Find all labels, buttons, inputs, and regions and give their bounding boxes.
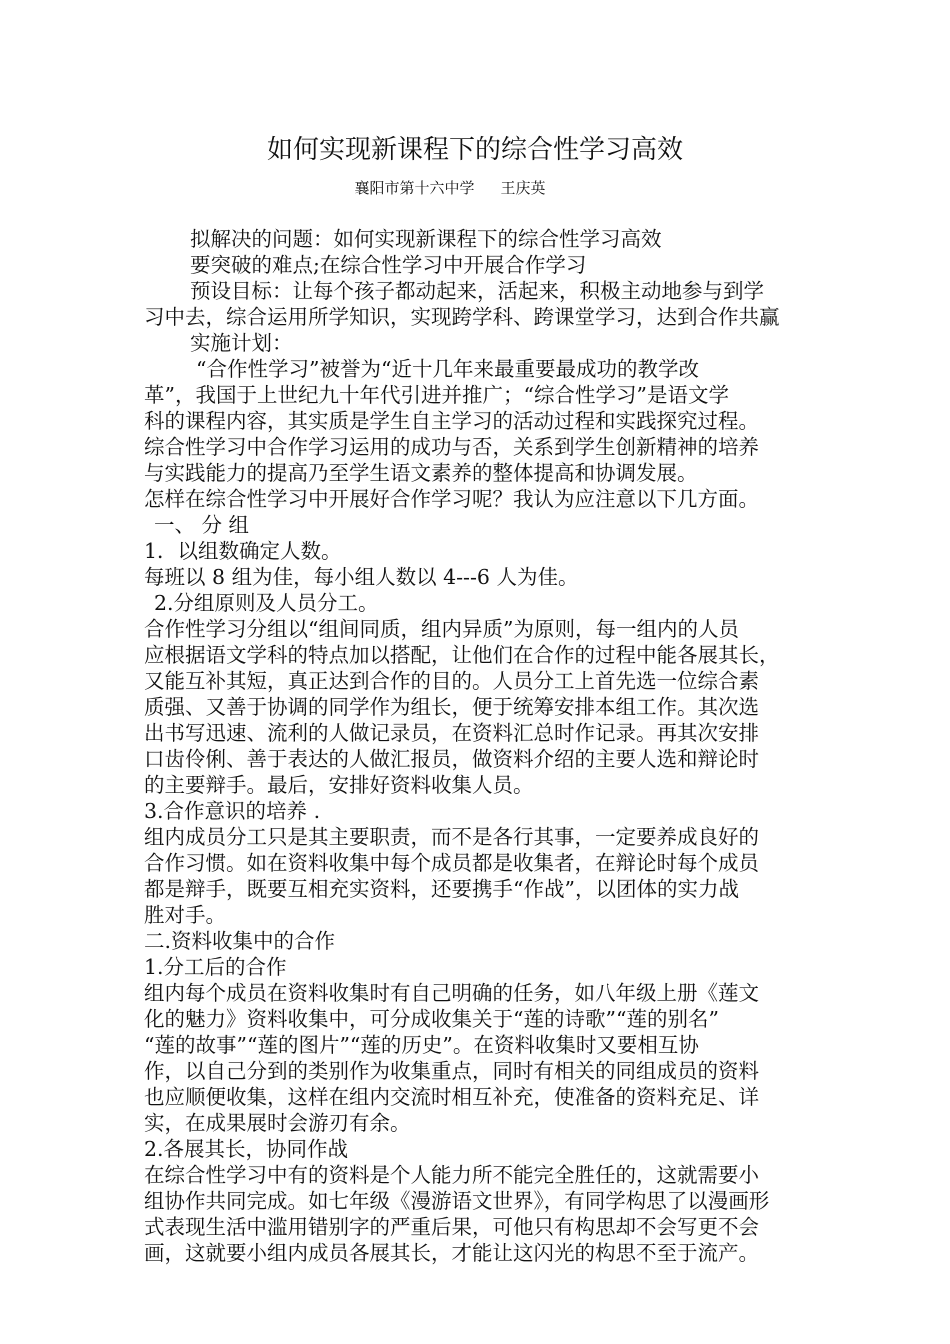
body-line: 的主要辩手。最后，安排好资料收集人员。 — [144, 773, 534, 797]
body-line: 革”，我国于上世纪九十年代引进并推广；“综合性学习”是语文学 — [144, 383, 729, 407]
body-line: 每班以 8 组为佳，每小组人数以 4---6 人为佳。 — [144, 565, 579, 589]
body-line: 与实践能力的提高乃至学生语文素养的整体提高和协调发展。 — [144, 461, 698, 485]
body-line: 实，在成果展时会游刃有余。 — [144, 1111, 411, 1135]
school-name: 襄阳市第十六中学 — [354, 179, 475, 197]
subsection-heading: 2.分组原则及人员分工。 — [154, 591, 379, 615]
body-line: 出书写迅速、流利的人做记录员，在资料汇总时作记录。再其次安排 — [144, 721, 759, 745]
body-line: 又能互补其短，真正达到合作的目的。人员分工上首先选一位综合素 — [144, 669, 759, 693]
subsection-heading: 1.分工后的合作 — [144, 955, 287, 979]
body-line: 拟解决的问题：如何实现新课程下的综合性学习高效 — [190, 227, 662, 251]
body-line: 画，这就要小组内成员各展其长，才能让这闪光的构思不至于流产。 — [144, 1241, 759, 1265]
body-line: 也应顺便收集，这样在组内交流时相互补充，使准备的资料充足、详 — [144, 1085, 759, 1109]
author-name: 王庆英 — [500, 179, 546, 197]
body-line: 组协作共同完成。如七年级《漫游语文世界》，有同学构思了以漫画形 — [144, 1189, 770, 1213]
body-line: 胜对手。 — [144, 903, 226, 927]
section-heading: 一、 分 组 — [154, 513, 250, 537]
subsection-heading: 3.合作意识的培养 . — [144, 799, 321, 823]
body-line: 合作习惯。如在资料收集中每个成员都是收集者，在辩论时每个成员 — [144, 851, 759, 875]
body-line: 组内每个成员在资料收集时有自己明确的任务，如八年级上册《莲文 — [144, 981, 759, 1005]
section-heading: 二.资料收集中的合作 — [144, 929, 336, 953]
body-line: 质强、又善于协调的同学作为组长，便于统筹安排本组工作。其次选 — [144, 695, 759, 719]
body-line: 综合性学习中合作学习运用的成功与否，关系到学生创新精神的培养 — [144, 435, 759, 459]
body-line: 作，以自己分到的类别作为收集重点，同时有相关的同组成员的资料 — [144, 1059, 759, 1083]
body-line: 怎样在综合性学习中开展好合作学习呢？我认为应注意以下几方面。 — [144, 487, 759, 511]
document-body — [144, 226, 816, 1266]
body-line: 在综合性学习中有的资料是个人能力所不能完全胜任的，这就需要小 — [144, 1163, 759, 1187]
subsection-heading: 2.各展其长，协同作战 — [144, 1137, 349, 1161]
body-line: 预设目标：让每个孩子都动起来，活起来，积极主动地参与到学 — [190, 279, 764, 303]
body-line: 口齿伶俐、善于表达的人做汇报员，做资料介绍的主要人选和辩论时 — [144, 747, 759, 771]
body-line: 应根据语文学科的特点加以搭配，让他们在合作的过程中能各展其长， — [144, 643, 780, 667]
body-line: “莲的故事”“莲的图片”“莲的历史”。在资料收集时又要相互协 — [144, 1033, 699, 1057]
body-line: 式表现生活中滥用错别字的严重后果，可他只有构思却不会写更不会 — [144, 1215, 759, 1239]
body-line: 科的课程内容，其实质是学生自主学习的活动过程和实践探究过程。 — [144, 409, 759, 433]
body-line: 要突破的难点;在综合性学习中开展合作学习 — [190, 253, 587, 277]
body-line: 化的魅力》资料收集中，可分成收集关于“莲的诗歌”“莲的别名” — [144, 1007, 719, 1031]
body-line: 实施计划： — [190, 331, 293, 355]
body-line: 都是辩手，既要互相充实资料，还要携手“作战”，以团体的实力战 — [144, 877, 739, 901]
body-line: 1．以组数确定人数。 — [144, 539, 342, 563]
body-line: 合作性学习分组以“组间同质，组内异质”为原则，每一组内的人员 — [144, 617, 739, 641]
document-title: 如何实现新课程下的综合性学习高效 — [266, 135, 683, 165]
author-line — [0, 178, 900, 198]
body-line: “合作性学习”被誉为“近十几年来最重要最成功的教学改 — [196, 357, 699, 381]
body-line: 组内成员分工只是其主要职责，而不是各行其事，一定要养成良好的 — [144, 825, 759, 849]
body-line: 习中去，综合运用所学知识，实现跨学科、跨课堂学习，达到合作共赢 — [144, 305, 780, 329]
